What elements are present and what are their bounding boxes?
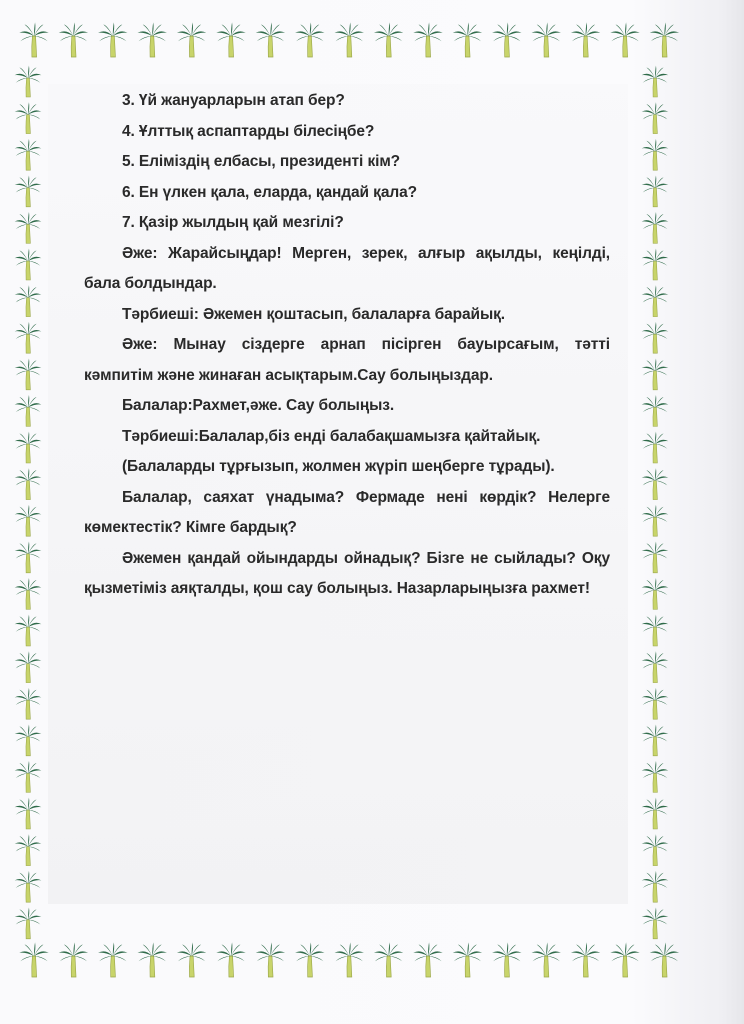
palm-tree-icon — [650, 22, 679, 57]
palm-tree-icon — [453, 22, 482, 57]
palm-tree-icon — [295, 22, 324, 57]
palm-tree-icon — [642, 395, 669, 426]
palm-tree-icon — [642, 322, 669, 353]
palm-tree-icon — [15, 358, 42, 389]
palm-tree-icon — [642, 505, 669, 536]
palm-tree-icon — [642, 871, 669, 902]
palm-tree-icon — [19, 22, 48, 57]
paragraph: Балалар:Рахмет,әже. Сау болыңыз. — [122, 397, 395, 414]
palm-border-right — [637, 60, 677, 950]
paragraph: Балалар, саяхат үнадыма? Фермаде нені көрдік? Нелерге көмектестік? Кімге бардық? — [84, 488, 610, 536]
palm-tree-icon — [642, 578, 669, 609]
palm-tree-icon — [15, 871, 42, 902]
palm-tree-icon — [15, 175, 42, 206]
document-body — [84, 86, 610, 605]
palm-tree-icon — [642, 688, 669, 719]
palm-tree-icon — [295, 942, 324, 977]
palm-tree-icon — [256, 22, 285, 57]
palm-tree-icon — [138, 942, 167, 977]
palm-tree-icon — [15, 139, 42, 170]
palm-tree-icon — [15, 102, 42, 133]
palm-tree-icon — [15, 688, 42, 719]
palm-tree-icon — [532, 942, 561, 977]
palm-tree-icon — [335, 942, 364, 977]
palm-tree-icon — [453, 942, 482, 977]
paragraph: (Балаларды тұрғызып, жолмен жүріп шеңберге тұрады). — [122, 458, 555, 475]
palm-tree-icon — [642, 432, 669, 463]
palm-border-top — [10, 20, 732, 70]
paragraph: Әже: Мынау сіздерге арнап пісірген бауырсағым, тәтті кәмпитім және жинаған асықтарым.Сау болыңыздар. — [84, 336, 610, 384]
palm-tree-icon — [15, 578, 42, 609]
question-line: 5. Еліміздің елбасы, президенті кім? — [122, 153, 401, 170]
palm-tree-icon — [15, 212, 42, 243]
palm-tree-icon — [492, 22, 521, 57]
palm-tree-icon — [15, 724, 42, 755]
palm-border-bottom — [10, 940, 732, 990]
paragraph: Әжемен қандай ойындарды ойнадық? Бізге не сыйлады? Оқу қызметіміз аяқталды, қош сау болыңыз. Назарларыңызға рахмет! — [84, 549, 610, 597]
question-line: 4. Ұлттық аспаптарды білесіңбе? — [122, 122, 375, 140]
palm-tree-icon — [642, 358, 669, 389]
palm-tree-icon — [138, 22, 167, 57]
palm-tree-icon — [15, 907, 42, 938]
palm-tree-icon — [642, 615, 669, 646]
question-line: 3. Үй жануарларын атап бер? — [122, 92, 345, 109]
palm-tree-icon — [642, 761, 669, 792]
paragraph: Тәрбиеші: Әжемен қоштасып, балаларға барайық. — [122, 305, 505, 323]
palm-tree-icon — [216, 22, 245, 57]
question-line: 6. Ен үлкен қала, еларда, қандай қала? — [122, 183, 417, 201]
palm-tree-icon — [642, 651, 669, 682]
palm-tree-icon — [15, 541, 42, 572]
palm-tree-icon — [98, 22, 127, 57]
palm-tree-icon — [374, 22, 403, 57]
palm-tree-icon — [59, 22, 88, 57]
palm-tree-icon — [571, 942, 600, 977]
paragraph: Әже: Жарайсыңдар! Мерген, зерек, алғыр ақылды, кеңілді, бала болдындар. — [84, 244, 610, 292]
palm-tree-icon — [374, 942, 403, 977]
palm-tree-icon — [15, 285, 42, 316]
palm-tree-icon — [15, 761, 42, 792]
palm-tree-icon — [642, 907, 669, 938]
palm-tree-icon — [15, 834, 42, 865]
palm-tree-icon — [642, 66, 669, 97]
paragraph: Тәрбиеші:Балалар,біз енді балабақшамызға қайтайық. — [122, 427, 541, 445]
palm-tree-icon — [413, 942, 442, 977]
palm-border-left — [10, 60, 50, 950]
palm-tree-icon — [642, 798, 669, 829]
palm-tree-icon — [642, 834, 669, 865]
palm-tree-icon — [642, 139, 669, 170]
palm-tree-icon — [642, 724, 669, 755]
palm-tree-icon — [15, 468, 42, 499]
palm-tree-icon — [256, 942, 285, 977]
palm-tree-icon — [571, 22, 600, 57]
palm-tree-icon — [59, 942, 88, 977]
palm-tree-icon — [15, 615, 42, 646]
palm-tree-icon — [216, 942, 245, 977]
palm-tree-icon — [15, 432, 42, 463]
palm-tree-icon — [15, 322, 42, 353]
palm-tree-icon — [642, 541, 669, 572]
palm-tree-icon — [642, 175, 669, 206]
palm-tree-icon — [492, 942, 521, 977]
palm-tree-icon — [610, 942, 639, 977]
palm-tree-icon — [610, 22, 639, 57]
palm-tree-icon — [98, 942, 127, 977]
palm-tree-icon — [413, 22, 442, 57]
palm-tree-icon — [15, 798, 42, 829]
palm-tree-icon — [532, 22, 561, 57]
palm-tree-icon — [177, 22, 206, 57]
palm-tree-icon — [335, 22, 364, 57]
palm-tree-icon — [642, 212, 669, 243]
palm-tree-icon — [642, 468, 669, 499]
palm-tree-icon — [642, 102, 669, 133]
palm-tree-icon — [15, 66, 42, 97]
palm-tree-icon — [177, 942, 206, 977]
palm-tree-icon — [15, 395, 42, 426]
palm-tree-icon — [642, 249, 669, 280]
palm-tree-icon — [642, 285, 669, 316]
palm-tree-icon — [15, 505, 42, 536]
question-line: 7. Қазір жылдың қай мезгілі? — [122, 214, 344, 231]
palm-tree-icon — [15, 651, 42, 682]
palm-tree-icon — [15, 249, 42, 280]
